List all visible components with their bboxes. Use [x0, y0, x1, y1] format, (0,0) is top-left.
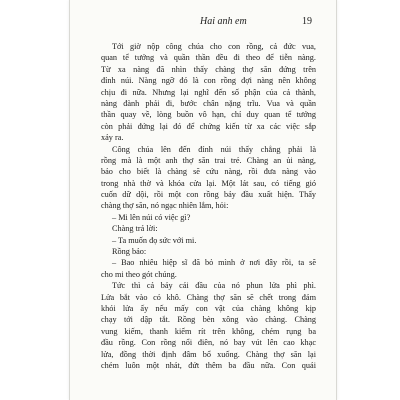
- text-line: chạy tới dập tắt. Rồng bèn xông vào chàng. Chàng: [101, 315, 316, 325]
- text-line: xảy ra.: [101, 133, 124, 143]
- text-line: Tới giờ nộp công chúa cho con rồng, cả đức vua,: [112, 42, 316, 51]
- text-line: cuốn dữ dội, rồi một con rồng bảy đầu xuất hiện. Thấy: [101, 190, 316, 200]
- text-line: Từ xa nàng đã nhìn thấy chàng thợ săn đứng trên: [101, 64, 316, 74]
- text-line: thần quay về, lòng buồn vô hạn, chỉ duy quan tể tướng: [101, 110, 316, 120]
- text-line: Tức thì cả bảy cái đầu của nó phun lửa phì phì.: [112, 281, 316, 291]
- text-line: – Mi lên núi có việc gì?: [112, 212, 191, 222]
- text-line: vung kiếm, thanh kiếm rít trên không, chém rụng ba: [101, 326, 316, 336]
- text-line: trong nhà thờ và khóa cửa lại. Một lát sau, có tiếng gió: [101, 178, 316, 188]
- body-text: [101, 41, 316, 371]
- text-line: chịu đi nữa. Nhưng lại nghĩ đến số phận của cả thành,: [101, 87, 316, 97]
- text-line: – Ta muốn đọ sức với mi.: [112, 235, 197, 245]
- running-title: Hai anh em: [200, 16, 247, 27]
- text-line: rồng mà là một anh thợ săn trai trẻ. Chàng an ủi nàng,: [101, 155, 316, 165]
- text-line: – Bao nhiêu hiệp sĩ đã bỏ mình ở nơi đây rồi, ta sẽ: [112, 258, 316, 268]
- text-line: chém luôn một nhát, đứt thêm ba đầu nữa. Con quái: [101, 360, 316, 370]
- text-line: Chàng trả lời:: [112, 224, 158, 234]
- book-page: [69, 0, 337, 400]
- page-number: 19: [302, 16, 312, 27]
- page-header: [70, 16, 336, 30]
- text-line: còn phải đứng lại đó để chứng kiến từ xa các việc sắp: [101, 121, 316, 131]
- text-line: lửa, đồng thời định đâm bổ xuống. Chàng thợ săn lại: [101, 349, 316, 359]
- text-line: bảo cho biết là chàng sẽ cứu nàng, rồi đưa nàng vào: [101, 167, 316, 177]
- text-line: đỉnh núi. Nàng ngỡ đó là con rồng đợi nàng nên không: [101, 76, 316, 86]
- text-line: đầu rồng. Con rồng nổi điên, nó bay vút lên cao khạc: [101, 338, 316, 348]
- text-line: Rồng bảo:: [112, 247, 147, 257]
- text-line: Công chúa lên đến đỉnh núi thấy chẳng phải là: [112, 144, 316, 154]
- text-line: khói lửa ấy nếu mấy con vật của chàng không kịp: [101, 303, 316, 313]
- text-line: chàng thợ săn, nó ngạc nhiên lắm, hỏi:: [101, 201, 229, 211]
- text-line: Lửa bắt vào cỏ khô. Chàng thợ săn sẽ chết trong đám: [101, 292, 316, 302]
- text-line: cho mi theo gót chúng.: [101, 269, 177, 279]
- text-line: nàng đành phải đi, bước chân nặng trĩu. Vua và quần: [101, 98, 316, 108]
- text-line: quan tể tướng và quần thần đều đi theo để tiễn nàng.: [101, 53, 316, 63]
